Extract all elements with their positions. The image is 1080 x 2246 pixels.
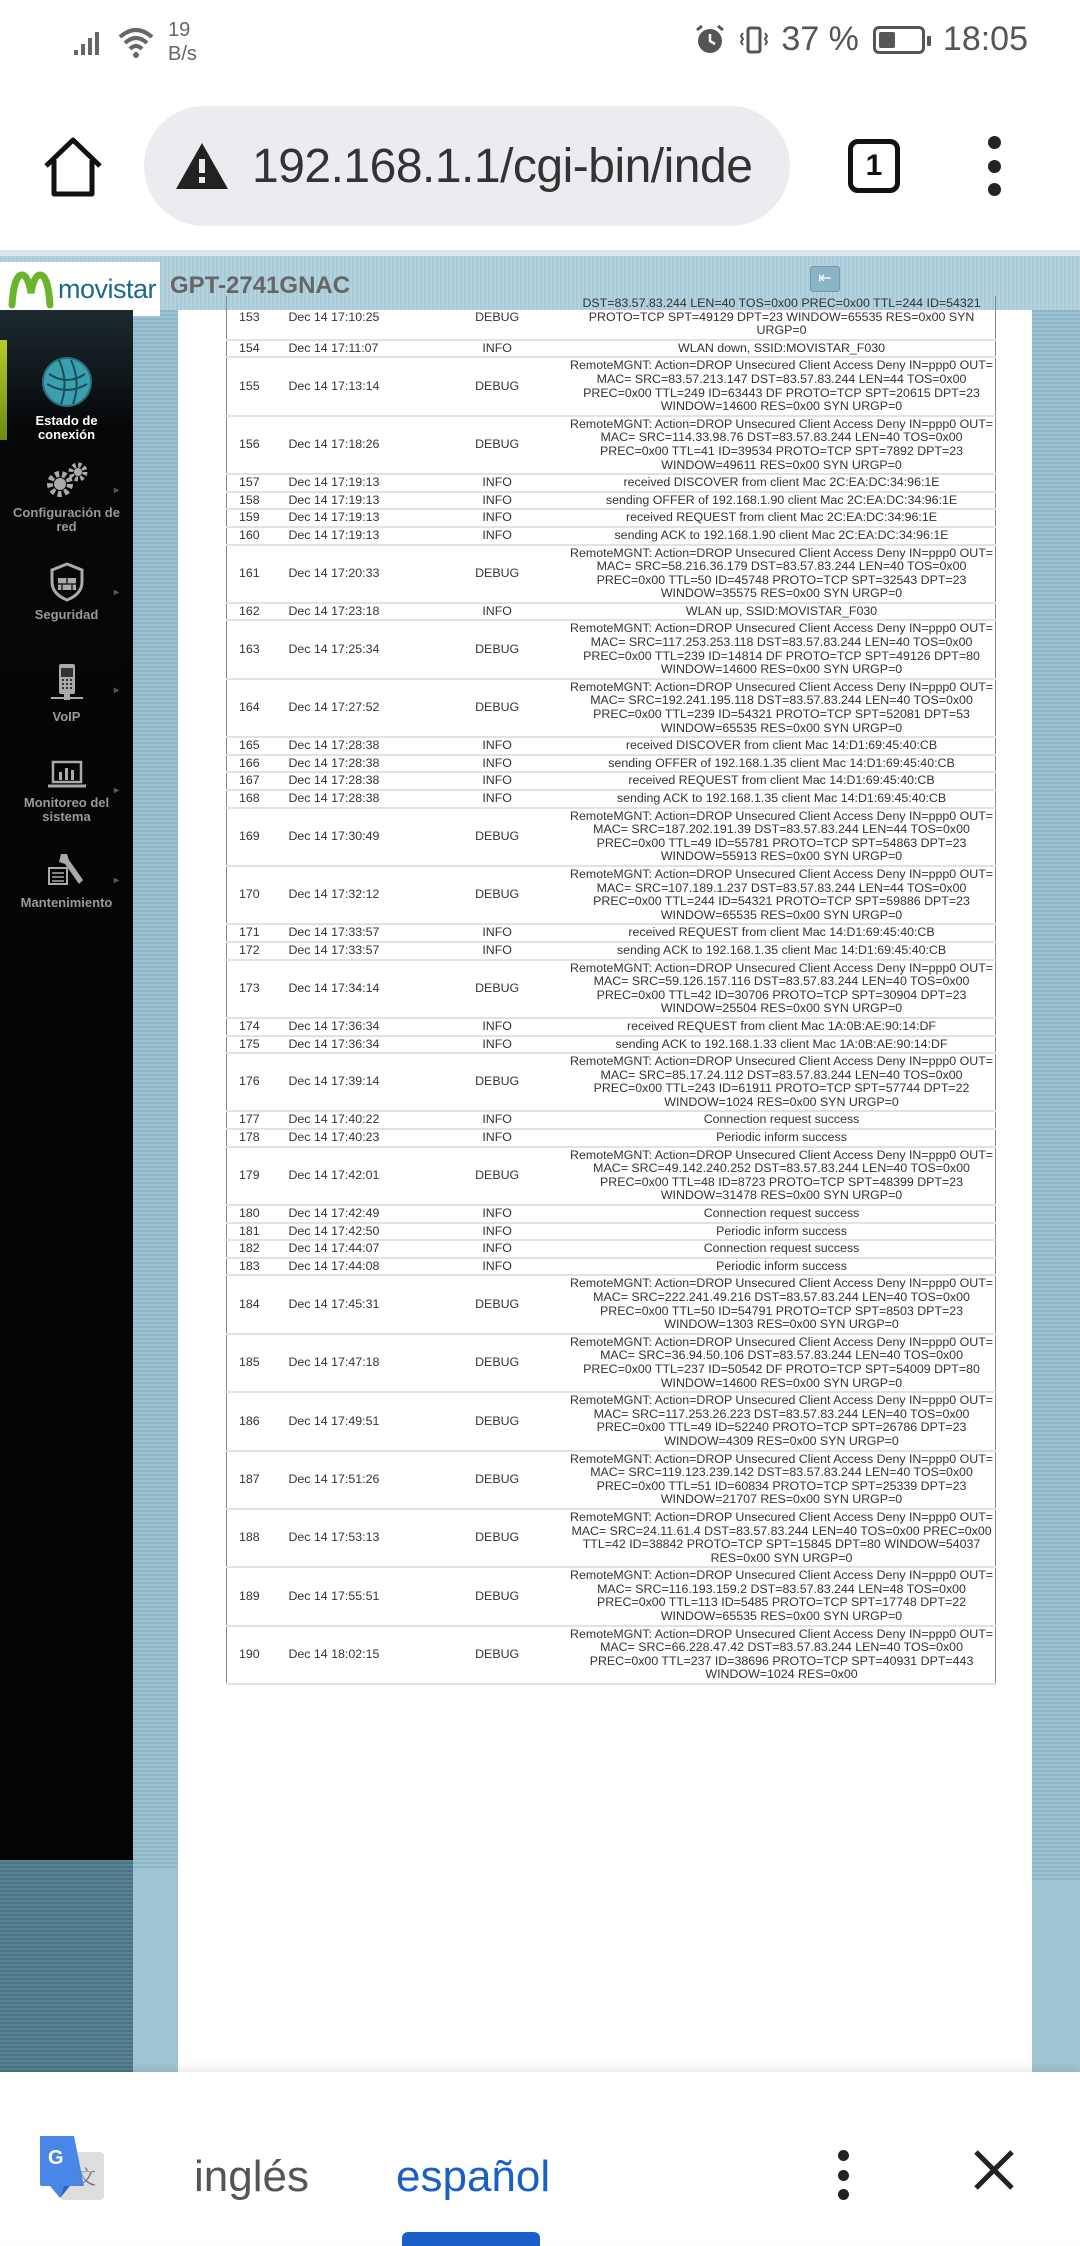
shield-icon: [49, 562, 85, 602]
log-message: RemoteMGNT: Action=DROP Unsecured Client Access Deny IN=ppp0 OUT= MAC= SRC=192.241.195.118 DST=83.57.83.244 LEN=40 TOS=0x00 PREC=0x00 TTL=239 ID=54321 PROTO=TCP SPT=52081 DPT=53 WINDOW=65535 RES=0x00 SYN URGP=0: [568, 679, 995, 737]
log-time: Dec 14 17:28:38: [286, 772, 426, 790]
router-page: [0, 250, 1080, 2072]
log-number: 166: [227, 755, 287, 773]
log-number: 182: [227, 1240, 287, 1258]
log-row: [227, 1036, 996, 1054]
log-row: [227, 340, 996, 358]
log-row: [227, 1334, 996, 1392]
log-level: INFO: [426, 924, 568, 942]
source-language-tab[interactable]: inglés: [194, 2152, 309, 2201]
log-number: 187: [227, 1451, 287, 1509]
vibrate-icon: [737, 23, 771, 57]
tab-switcher-button[interactable]: 1: [848, 139, 900, 193]
log-row: [227, 1111, 996, 1129]
log-message: Periodic inform success: [568, 1129, 995, 1147]
log-message: received DISCOVER from client Mac 14:D1:69:45:40:CB: [568, 737, 995, 755]
log-time: Dec 14 17:39:14: [286, 1053, 426, 1111]
log-level: INFO: [426, 790, 568, 808]
log-number: 176: [227, 1053, 287, 1111]
log-time: Dec 14 17:34:14: [286, 960, 426, 1018]
log-message: Periodic inform success: [568, 1258, 995, 1276]
system-log-table: [226, 296, 996, 1685]
log-time: Dec 14 17:28:38: [286, 790, 426, 808]
google-translate-icon[interactable]: [38, 2134, 106, 2206]
log-row: [227, 737, 996, 755]
sidebar-item-mantenimiento[interactable]: ▸ Mantenimiento: [0, 850, 133, 910]
sidebar-background: [0, 1860, 133, 2072]
log-message: RemoteMGNT: Action=DROP Unsecured Client Access Deny IN=ppp0 OUT= MAC= SRC=187.202.191.39 DST=83.57.83.244 LEN=44 TOS=0x00 PREC=0x00 TTL=49 ID=55781 PROTO=TCP SPT=54863 DPT=23 WINDOW=55913 RES=0x00 SYN URGP=0: [568, 808, 995, 866]
log-row: [227, 1018, 996, 1036]
log-time: Dec 14 18:02:15: [286, 1626, 426, 1684]
log-message: RemoteMGNT: Action=DROP Unsecured Client Access Deny IN=ppp0 OUT= MAC= SRC=24.11.61.4 DST=83.57.83.244 LEN=40 TOS=0x00 PREC=0x00 TTL=42 ID=38842 PROTO=TCP SPT=15845 DPT=80 WINDOW=54037 RES=0x00 SYN URGP=0: [568, 1509, 995, 1567]
log-row: [227, 866, 996, 924]
log-time: Dec 14 17:19:13: [286, 527, 426, 545]
svg-text:文: 文: [76, 2167, 96, 2189]
chevron-right-icon: ▸: [113, 485, 119, 496]
log-row: [227, 772, 996, 790]
log-level: INFO: [426, 603, 568, 621]
log-time: Dec 14 17:44:08: [286, 1258, 426, 1276]
log-level: INFO: [426, 527, 568, 545]
log-level: DEBUG: [426, 1509, 568, 1567]
log-row: [227, 1223, 996, 1241]
log-number: 167: [227, 772, 287, 790]
log-time: Dec 14 17:19:13: [286, 474, 426, 492]
log-time: Dec 14 17:19:13: [286, 492, 426, 510]
log-message: sending OFFER of 192.168.1.90 client Mac 2C:EA:DC:34:96:1E: [568, 492, 995, 510]
sidebar-item-voip[interactable]: ▸ VoIP: [0, 660, 133, 724]
log-row: [227, 679, 996, 737]
log-row: [227, 545, 996, 603]
log-time: Dec 14 17:11:07: [286, 340, 426, 358]
log-message: sending ACK to 192.168.1.35 client Mac 14:D1:69:45:40:CB: [568, 790, 995, 808]
log-level: INFO: [426, 1129, 568, 1147]
log-level: INFO: [426, 340, 568, 358]
log-number: 173: [227, 960, 287, 1018]
log-number: 172: [227, 942, 287, 960]
log-number: 160: [227, 527, 287, 545]
log-number: 157: [227, 474, 287, 492]
log-time: Dec 14 17:45:31: [286, 1275, 426, 1333]
battery-icon: [873, 26, 925, 54]
log-row: [227, 1567, 996, 1625]
sidebar-item-seguridad[interactable]: ▸ Seguridad: [0, 562, 133, 622]
router-model: GPT-2741GNAC: [170, 272, 351, 299]
warning-icon[interactable]: [174, 141, 230, 191]
log-row: [227, 1392, 996, 1450]
log-message: received DISCOVER from client Mac 2C:EA:DC:34:96:1E: [568, 474, 995, 492]
log-level: INFO: [426, 755, 568, 773]
movistar-logo[interactable]: movistar: [0, 262, 160, 316]
logout-icon[interactable]: ⇤: [810, 266, 840, 292]
log-number: 154: [227, 340, 287, 358]
log-level: DEBUG: [426, 1275, 568, 1333]
log-time: Dec 14 17:40:23: [286, 1129, 426, 1147]
log-number: 158: [227, 492, 287, 510]
log-time: Dec 14 17:32:12: [286, 866, 426, 924]
log-level: DEBUG: [426, 1053, 568, 1111]
log-message: RemoteMGNT: Action=DROP Unsecured Client Access Deny IN=ppp0 OUT= MAC= SRC=107.189.1.237 DST=83.57.83.244 LEN=44 TOS=0x00 PREC=0x00 TTL=244 ID=54321 PROTO=TCP SPT=59886 DPT=23 WINDOW=65535 RES=0x00 SYN URGP=0: [568, 866, 995, 924]
log-time: Dec 14 17:47:18: [286, 1334, 426, 1392]
log-level: INFO: [426, 492, 568, 510]
log-number: 171: [227, 924, 287, 942]
chevron-right-icon: ▸: [113, 685, 119, 696]
log-level: DEBUG: [426, 296, 568, 340]
log-level: INFO: [426, 1205, 568, 1223]
wrench-icon: [45, 850, 89, 890]
log-message: RemoteMGNT: Action=DROP Unsecured Client Access Deny IN=ppp0 OUT= MAC= SRC=83.57.213.147 DST=83.57.83.244 LEN=44 TOS=0x00 PREC=0x00 TTL=249 ID=63443 DF PROTO=TCP SPT=20615 DPT=23 WINDOW=14600 RES=0x00 SYN URGP=0: [568, 357, 995, 415]
log-number: 153: [227, 296, 287, 340]
log-level: INFO: [426, 474, 568, 492]
log-level: INFO: [426, 1258, 568, 1276]
log-row: [227, 1451, 996, 1509]
log-message: RemoteMGNT: Action=DROP Unsecured Client Access Deny IN=ppp0 OUT= MAC= SRC=222.241.49.216 DST=83.57.83.244 LEN=40 TOS=0x00 PREC=0x00 TTL=50 ID=54791 PROTO=TCP SPT=8503 DPT=23 WINDOW=1303 RES=0x00 SYN URGP=0: [568, 1275, 995, 1333]
log-level: INFO: [426, 1036, 568, 1054]
phone-icon: [49, 660, 85, 704]
router-sidebar: [0, 310, 133, 2072]
log-time: Dec 14 17:42:01: [286, 1147, 426, 1205]
log-message: RemoteMGNT: Action=DROP Unsecured Client Access Deny IN=ppp0 OUT= MAC= SRC=36.94.50.106 DST=83.57.83.244 LEN=40 TOS=0x00 PREC=0x00 TTL=237 ID=50542 DF PROTO=TCP SPT=54009 DPT=80 WINDOW=14600 RES=0x00 SYN URGP=0: [568, 1334, 995, 1392]
log-number: 163: [227, 620, 287, 678]
log-time: Dec 14 17:23:18: [286, 603, 426, 621]
log-number: 161: [227, 545, 287, 603]
log-level: DEBUG: [426, 620, 568, 678]
log-number: 156: [227, 416, 287, 474]
log-row: [227, 960, 996, 1018]
log-level: DEBUG: [426, 679, 568, 737]
log-row: [227, 416, 996, 474]
log-level: DEBUG: [426, 866, 568, 924]
chevron-right-icon: ▸: [113, 875, 119, 886]
log-level: INFO: [426, 737, 568, 755]
log-number: 186: [227, 1392, 287, 1450]
log-level: INFO: [426, 1240, 568, 1258]
log-time: Dec 14 17:49:51: [286, 1392, 426, 1450]
log-number: 189: [227, 1567, 287, 1625]
log-time: Dec 14 17:30:49: [286, 808, 426, 866]
log-number: 178: [227, 1129, 287, 1147]
log-message: RemoteMGNT: Action=DROP Unsecured Client Access Deny IN=ppp0 OUT= MAC= SRC=117.253.253.118 DST=83.57.83.244 LEN=40 TOS=0x00 PREC=0x00 TTL=239 ID=14814 DF PROTO=TCP SPT=49126 DPT=80 WINDOW=14600 RES=0x00 SYN URGP=0: [568, 620, 995, 678]
wifi-icon: [116, 25, 156, 59]
log-message: RemoteMGNT: Action=DROP Unsecured Client Access Deny IN=ppp0 OUT= MAC= SRC=59.126.157.116 DST=83.57.83.244 LEN=40 TOS=0x00 PREC=0x00 TTL=42 ID=30706 PROTO=TCP SPT=30904 DPT=23 WINDOW=25504 RES=0x00 SYN URGP=0: [568, 960, 995, 1018]
log-time: Dec 14 17:40:22: [286, 1111, 426, 1129]
log-row: [227, 755, 996, 773]
log-message: sending ACK to 192.168.1.33 client Mac 1A:0B:AE:90:14:DF: [568, 1036, 995, 1054]
log-time: Dec 14 17:18:26: [286, 416, 426, 474]
sidebar-item-configuracion-red[interactable]: ▸ Configuración de red: [0, 460, 133, 534]
log-message: RemoteMGNT: Action=DROP Unsecured Client Access Deny IN=ppp0 OUT= MAC= SRC=66.228.47.42 DST=83.57.83.244 LEN=40 TOS=0x00 PREC=0x00 TTL=237 ID=38696 PROTO=TCP SPT=40931 DPT=443 WINDOW=1024 RES=0x00: [568, 1626, 995, 1684]
log-number: 183: [227, 1258, 287, 1276]
log-row: [227, 1275, 996, 1333]
log-number: 168: [227, 790, 287, 808]
battery-percent: 37 %: [781, 20, 859, 58]
url-text[interactable]: 192.168.1.1/cgi-bin/inde: [252, 139, 753, 193]
log-number: 162: [227, 603, 287, 621]
log-time: Dec 14 17:42:49: [286, 1205, 426, 1223]
log-level: INFO: [426, 1018, 568, 1036]
log-time: Dec 14 17:51:26: [286, 1451, 426, 1509]
log-level: DEBUG: [426, 1147, 568, 1205]
alarm-icon: [693, 23, 727, 57]
log-message: RemoteMGNT: Action=DROP Unsecured Client Access Deny IN=ppp0 OUT= MAC= SRC=49.142.240.252 DST=83.57.83.244 LEN=40 TOS=0x00 PREC=0x00 TTL=48 ID=8723 PROTO=TCP SPT=48399 DPT=23 WINDOW=31478 RES=0x00 SYN URGP=0: [568, 1147, 995, 1205]
url-bar[interactable]: [144, 106, 790, 226]
log-level: DEBUG: [426, 1334, 568, 1392]
translate-bar: [0, 2072, 1080, 2244]
log-message: sending OFFER of 192.168.1.35 client Mac 14:D1:69:45:40:CB: [568, 755, 995, 773]
log-number: 185: [227, 1334, 287, 1392]
svg-text:G: G: [48, 2147, 64, 2169]
log-level: DEBUG: [426, 808, 568, 866]
log-number: 170: [227, 866, 287, 924]
log-message: RemoteMGNT: Action=DROP Unsecured Client Access Deny IN=ppp0 OUT= MAC= SRC=117.253.26.223 DST=83.57.83.244 LEN=40 TOS=0x00 PREC=0x00 TTL=49 ID=52240 PROTO=TCP SPT=26786 DPT=23 WINDOW=4309 RES=0x00 SYN URGP=0: [568, 1392, 995, 1450]
log-message: Connection request success: [568, 1111, 995, 1129]
log-row: [227, 808, 996, 866]
chevron-right-icon: ▸: [113, 785, 119, 796]
globe-icon: [41, 356, 93, 408]
log-level: DEBUG: [426, 545, 568, 603]
log-row: [227, 1258, 996, 1276]
log-number: 169: [227, 808, 287, 866]
system-log-panel: [178, 296, 1032, 2072]
close-icon[interactable]: [970, 2146, 1018, 2194]
log-row: [227, 509, 996, 527]
log-row: [227, 1053, 996, 1111]
log-row: [227, 790, 996, 808]
log-level: INFO: [426, 942, 568, 960]
log-time: Dec 14 17:55:51: [286, 1567, 426, 1625]
log-message: RemoteMGNT: Action=DROP Unsecured Client Access Deny IN=ppp0 OUT= MAC= SRC=119.123.239.142 DST=83.57.83.244 LEN=40 TOS=0x00 PREC=0x00 TTL=51 ID=60834 PROTO=TCP SPT=25339 DPT=23 WINDOW=21707 RES=0x00 SYN URGP=0: [568, 1451, 995, 1509]
log-time: Dec 14 17:25:34: [286, 620, 426, 678]
translate-menu-button[interactable]: [832, 2150, 854, 2200]
laptop-chart-icon: [47, 760, 87, 790]
home-icon[interactable]: [40, 134, 106, 200]
network-speed: 19 B/s: [168, 19, 197, 65]
log-time: Dec 14 17:28:38: [286, 737, 426, 755]
log-row: [227, 620, 996, 678]
log-time: Dec 14 17:13:14: [286, 357, 426, 415]
log-row: [227, 1205, 996, 1223]
log-row: [227, 1509, 996, 1567]
log-row: [227, 1129, 996, 1147]
log-level: DEBUG: [426, 960, 568, 1018]
content-margin-right: [1032, 1880, 1080, 2072]
log-message: RemoteMGNT: Action=DROP Unsecured Client Access Deny IN=ppp0 OUT= MAC= SRC=116.193.159.2 DST=83.57.83.244 LEN=48 TOS=0x00 PREC=0x00 TTL=113 ID=5485 PROTO=TCP SPT=17748 DPT=22 WINDOW=65535 RES=0x00 SYN URGP=0: [568, 1567, 995, 1625]
log-time: Dec 14 17:42:50: [286, 1223, 426, 1241]
log-message: RemoteMGNT: Action=DROP Unsecured Client Access Deny IN=ppp0 OUT= MAC= SRC=85.17.24.112 DST=83.57.83.244 LEN=40 TOS=0x00 PREC=0x00 TTL=243 ID=61911 PROTO=TCP SPT=57744 DPT=22 WINDOW=1024 RES=0x00 SYN URGP=0: [568, 1053, 995, 1111]
log-number: 181: [227, 1223, 287, 1241]
sidebar-item-monitoreo-sistema[interactable]: ▸ Monitoreo del sistema: [0, 760, 133, 824]
log-row: [227, 924, 996, 942]
movistar-m-icon: [8, 269, 54, 309]
log-number: 164: [227, 679, 287, 737]
log-time: Dec 14 17:33:57: [286, 924, 426, 942]
log-number: 175: [227, 1036, 287, 1054]
log-row: [227, 1626, 996, 1684]
log-message: sending ACK to 192.168.1.90 client Mac 2C:EA:DC:34:96:1E: [568, 527, 995, 545]
log-time: Dec 14 17:36:34: [286, 1036, 426, 1054]
log-level: INFO: [426, 1223, 568, 1241]
log-number: 188: [227, 1509, 287, 1567]
log-row: [227, 603, 996, 621]
content-margin-left: [133, 1870, 178, 2072]
clock: 18:05: [942, 20, 1028, 58]
log-time: Dec 14 17:10:25: [286, 296, 426, 340]
log-row: [227, 492, 996, 510]
log-time: Dec 14 17:36:34: [286, 1018, 426, 1036]
log-number: 165: [227, 737, 287, 755]
log-level: DEBUG: [426, 1567, 568, 1625]
log-message: RemoteMGNT: Action=DROP Unsecured Client Access Deny IN=ppp0 OUT= MAC= SRC=58.216.36.179 DST=83.57.83.244 LEN=40 TOS=0x00 PREC=0x00 TTL=50 ID=45748 PROTO=TCP SPT=32543 DPT=23 WINDOW=35575 RES=0x00 SYN URGP=0: [568, 545, 995, 603]
sidebar-item-estado-conexion[interactable]: Estado de conexión: [0, 356, 133, 442]
signal-icon: [72, 28, 108, 56]
log-time: Dec 14 17:33:57: [286, 942, 426, 960]
log-level: DEBUG: [426, 1451, 568, 1509]
status-bar: [0, 0, 1080, 84]
log-message: DST=83.57.83.244 LEN=40 TOS=0x00 PREC=0x00 TTL=244 ID=54321 PROTO=TCP SPT=49129 DPT=23 WINDOW=65535 RES=0x00 SYN URGP=0: [568, 296, 995, 340]
log-message: received REQUEST from client Mac 2C:EA:DC:34:96:1E: [568, 509, 995, 527]
log-number: 180: [227, 1205, 287, 1223]
log-message: RemoteMGNT: Action=DROP Unsecured Client Access Deny IN=ppp0 OUT= MAC= SRC=114.33.98.76 DST=83.57.83.244 LEN=40 TOS=0x00 PREC=0x00 TTL=41 ID=39534 PROTO=TCP SPT=7892 DPT=23 WINDOW=49611 RES=0x00 SYN URGP=0: [568, 416, 995, 474]
log-time: Dec 14 17:20:33: [286, 545, 426, 603]
log-number: 179: [227, 1147, 287, 1205]
log-message: Connection request success: [568, 1240, 995, 1258]
log-row: [227, 1147, 996, 1205]
log-time: Dec 14 17:44:07: [286, 1240, 426, 1258]
log-level: DEBUG: [426, 1392, 568, 1450]
log-level: INFO: [426, 509, 568, 527]
log-number: 174: [227, 1018, 287, 1036]
log-message: received REQUEST from client Mac 1A:0B:AE:90:14:DF: [568, 1018, 995, 1036]
log-level: INFO: [426, 1111, 568, 1129]
log-message: received REQUEST from client Mac 14:D1:69:45:40:CB: [568, 772, 995, 790]
log-message: Periodic inform success: [568, 1223, 995, 1241]
target-language-tab[interactable]: español: [396, 2152, 551, 2201]
log-level: DEBUG: [426, 1626, 568, 1684]
log-level: DEBUG: [426, 416, 568, 474]
gears-icon: [42, 460, 92, 500]
log-message: Connection request success: [568, 1205, 995, 1223]
log-row: [227, 357, 996, 415]
log-time: Dec 14 17:53:13: [286, 1509, 426, 1567]
log-number: 190: [227, 1626, 287, 1684]
log-number: 159: [227, 509, 287, 527]
browser-toolbar: [0, 84, 1080, 250]
chevron-right-icon: ▸: [113, 587, 119, 598]
log-row: [227, 527, 996, 545]
log-row: [227, 1240, 996, 1258]
log-row: [227, 296, 996, 340]
log-row: [227, 474, 996, 492]
log-message: WLAN down, SSID:MOVISTAR_F030: [568, 340, 995, 358]
log-number: 177: [227, 1111, 287, 1129]
log-level: DEBUG: [426, 357, 568, 415]
browser-menu-button[interactable]: [980, 136, 1008, 196]
log-message: WLAN up, SSID:MOVISTAR_F030: [568, 603, 995, 621]
log-number: 184: [227, 1275, 287, 1333]
log-level: INFO: [426, 772, 568, 790]
log-message: sending ACK to 192.168.1.35 client Mac 14:D1:69:45:40:CB: [568, 942, 995, 960]
log-row: [227, 942, 996, 960]
log-message: received REQUEST from client Mac 14:D1:69:45:40:CB: [568, 924, 995, 942]
log-time: Dec 14 17:19:13: [286, 509, 426, 527]
log-time: Dec 14 17:28:38: [286, 755, 426, 773]
log-number: 155: [227, 357, 287, 415]
log-time: Dec 14 17:27:52: [286, 679, 426, 737]
